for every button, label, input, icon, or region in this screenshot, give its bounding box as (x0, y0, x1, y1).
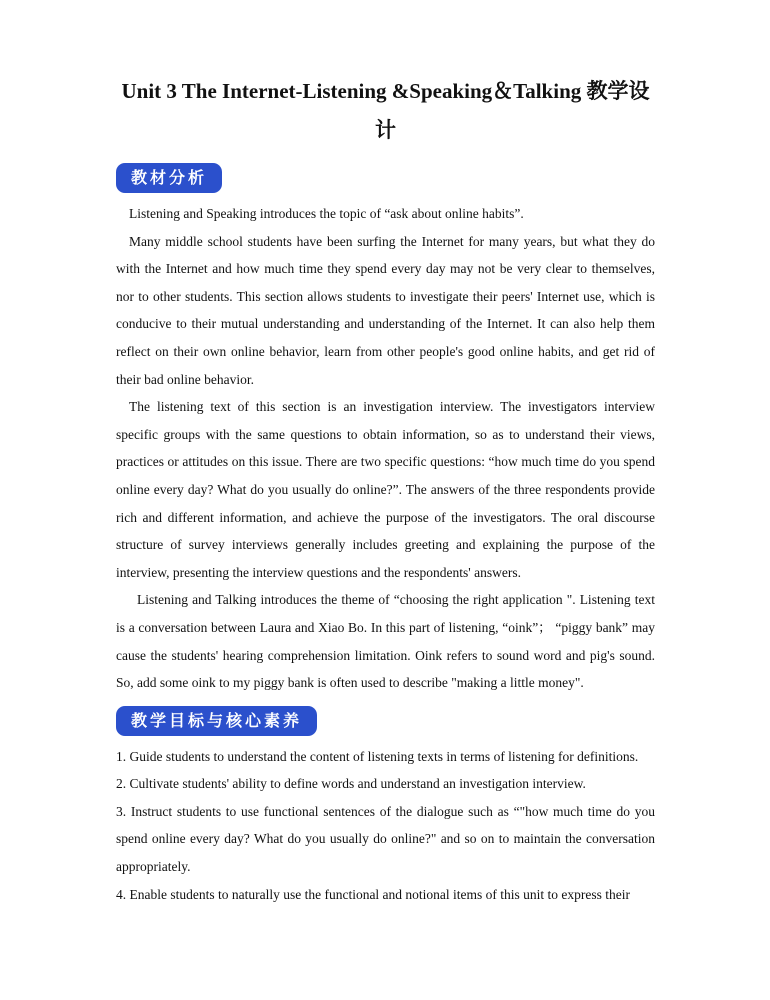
objective-item-4: 4. Enable students to naturally use the functional and notional items of this unit to express their (116, 886, 631, 902)
section-badge-textbook-analysis-label: 教材分析 (131, 168, 208, 187)
badge-row-textbook-analysis (116, 163, 655, 193)
analysis-paragraph-3: The listening text of this section is an investigation interview. The investigators interview specific groups with the same questions to obtain information, so as to understand their views, practices or attitudes on this issue. There are two specific questions: “how much time do you spend online every day? What do you usually do online?”. The answers of the three respondents provide rich and different information, and achieve the purpose of the investigators. The oral discourse structure of survey interviews generally includes greeting and explaining the purpose of the interview, presenting the interview questions and the respondents' answers. (116, 399, 655, 580)
section-badge-textbook-analysis (116, 163, 222, 193)
section-badge-objectives-label: 教学目标与核心素养 (131, 710, 303, 730)
objective-item-1: 1. Guide students to understand the content of listening texts in terms of listening for definitions. (116, 748, 639, 764)
title-line-2: 计 (375, 118, 396, 142)
objective-item-2: 2. Cultivate students' ability to define words and understand an investigation interview. (116, 776, 586, 792)
analysis-paragraph-1: Listening and Speaking introduces the topic of “ask about online habits”. (129, 206, 524, 221)
document-title (116, 72, 655, 150)
analysis-paragraph-4: Listening and Talking introduces the theme of “choosing the right application ". Listening text is a conversation between Laura and Xiao Bo. In this part of listening, “oink”； “piggy bank” may cause the students' hearing comprehension limitation. Oink refers to sound word and pig's sound. So, add some oink to my piggy bank is often used to describe "making a little money". (116, 592, 655, 691)
analysis-paragraph-2: Many middle school students have been surfing the Internet for many years, but what they do with the Internet and how much time they spend every day may not be very clear to themselves, nor to other students. This section allows students to investigate their peers' Internet use, which is conducive to their mutual understanding and understanding of the Internet. It can also help them reflect on their own online behavior, learn from other people's good online habits, and get rid of their bad online behavior. (116, 233, 655, 387)
section-badge-objectives (116, 706, 317, 736)
badge-row-objectives (116, 706, 655, 736)
objective-item-3: 3. Instruct students to use functional sentences of the dialogue such as “"how much time do you spend online every day? What do you usually do online?" and so on to maintain the conversation appropriately. (116, 803, 655, 875)
title-line-1: Unit 3 The Internet-Listening &Speaking＆Talking 教学设 (121, 79, 650, 103)
